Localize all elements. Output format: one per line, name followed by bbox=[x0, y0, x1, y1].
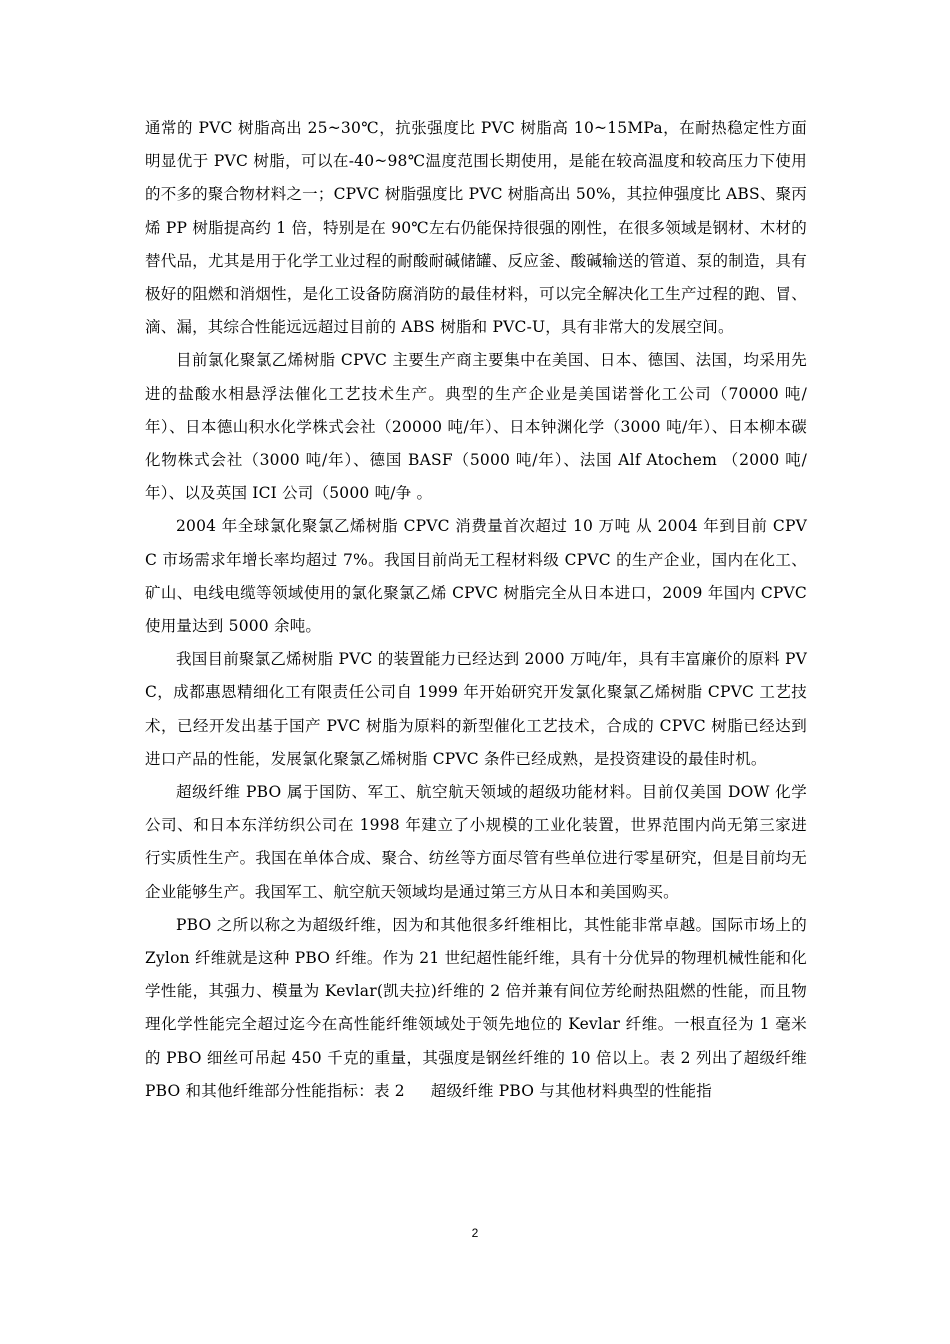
paragraph-pbo-performance: PBO 之所以称之为超级纤维，因为和其他很多纤维相比，其性能非常卓越。国际市场上的 Zylon 纤维就是这种 PBO 纤维。作为 21 世纪超性能纤维，具有十分优异的物理机械性能和化学性能，其强力、模量为 Kevlar(凯夫拉)纤维的 2 倍并兼有间位芳纶耐热阻燃的性能，而且物理化学性能完全超过迄今在高性能纤维领域处于领先地位的 Kevlar 纤维。一根直径为 1 毫米的 PBO 细丝可吊起 450 千克的重量，其强度是钢丝纤维的 10 倍以上。表 2 列出了超级纤维 PBO 和其他纤维部分性能指标：表 2 超级纤维 PBO 与其他材料典型的性能指 bbox=[145, 915, 807, 1100]
document-body bbox=[145, 112, 807, 1108]
paragraph-cpvc-producers: 目前氯化聚氯乙烯树脂 CPVC 主要生产商主要集中在美国、日本、德国、法国，均采用先进的盐酸水相悬浮法催化工艺技术生产。典型的生产企业是美国诺誉化工公司（70000 吨/年）、日本德山积水化学株式会社（20000 吨/年）、日本钟渊化学（3000 吨/年）、日本柳本碳化物株式会社（3000 吨/年）、德国 BASF（5000 吨/年）、法国 Alf Atochem （2000 吨/年）、以及英国 ICI 公司（5000 吨/争 。 bbox=[145, 351, 807, 503]
paragraph-cpvc-consumption: 2004 年全球氯化聚氯乙烯树脂 CPVC 消费量首次超过 10 万吨 从 2004 年到目前 CPVC 市场需求年增长率均超过 7%。我国目前尚无工程材料级 CPVC 的生产企业，国内在化工、矿山、电线电缆等领域使用的氯化聚氯乙烯 CPVC 树脂完全从日本进口，2009 年国内 CPVC 使用量达到 5000 余吨。 bbox=[145, 517, 807, 636]
paragraph-cpvc-properties: 通常的 PVC 树脂高出 25~30℃，抗张强度比 PVC 树脂高 10~15MPa，在耐热稳定性方面明显优于 PVC 树脂，可以在-40~98℃温度范围长期使用，是能在较高温度和较高压力下使用的不多的聚合物材料之一；CPVC 树脂强度比 PVC 树脂高出 50%，其拉伸强度比 ABS、聚丙烯 PP 树脂提高约 1 倍，特别是在 90℃左右仍能保持很强的刚性，在很多领域是钢材、木材的替代品，尤其是用于化学工业过程的耐酸耐碱储罐、反应釜、酸碱输送的管道、泵的制造，具有极好的阻燃和消烟性，是化工设备防腐消防的最佳材料，可以完全解决化工生产过程的跑、冒、滴、漏，其综合性能远远超过目前的 ABS 树脂和 PVC-U，具有非常大的发展空间。 bbox=[145, 119, 807, 337]
paragraph-pvc-capacity: 我国目前聚氯乙烯树脂 PVC 的装置能力已经达到 2000 万吨/年，具有丰富廉价的原料 PVC，成都惠恩精细化工有限责任公司自 1999 年开始研究开发氯化聚氯乙烯树脂 CPVC 工艺技术，已经开发出基于国产 PVC 树脂为原料的新型催化工艺技术，合成的 CPVC 树脂已经达到进口产品的性能，发展氯化聚氯乙烯树脂 CPVC 条件已经成熟，是投资建设的最佳时机。 bbox=[145, 650, 807, 768]
paragraph-pbo-intro: 超级纤维 PBO 属于国防、军工、航空航天领域的超级功能材料。目前仅美国 DOW 化学公司、和日本东洋纺织公司在 1998 年建立了小规模的工业化装置，世界范围内尚无第三家进行实质性生产。我国在单体合成、聚合、纺丝等方面尽管有些单位进行零星研究，但是目前均无企业能够生产。我国军工、航空航天领域均是通过第三方从日本和美国购买。 bbox=[145, 783, 807, 901]
page-number: 2 bbox=[471, 1226, 479, 1240]
